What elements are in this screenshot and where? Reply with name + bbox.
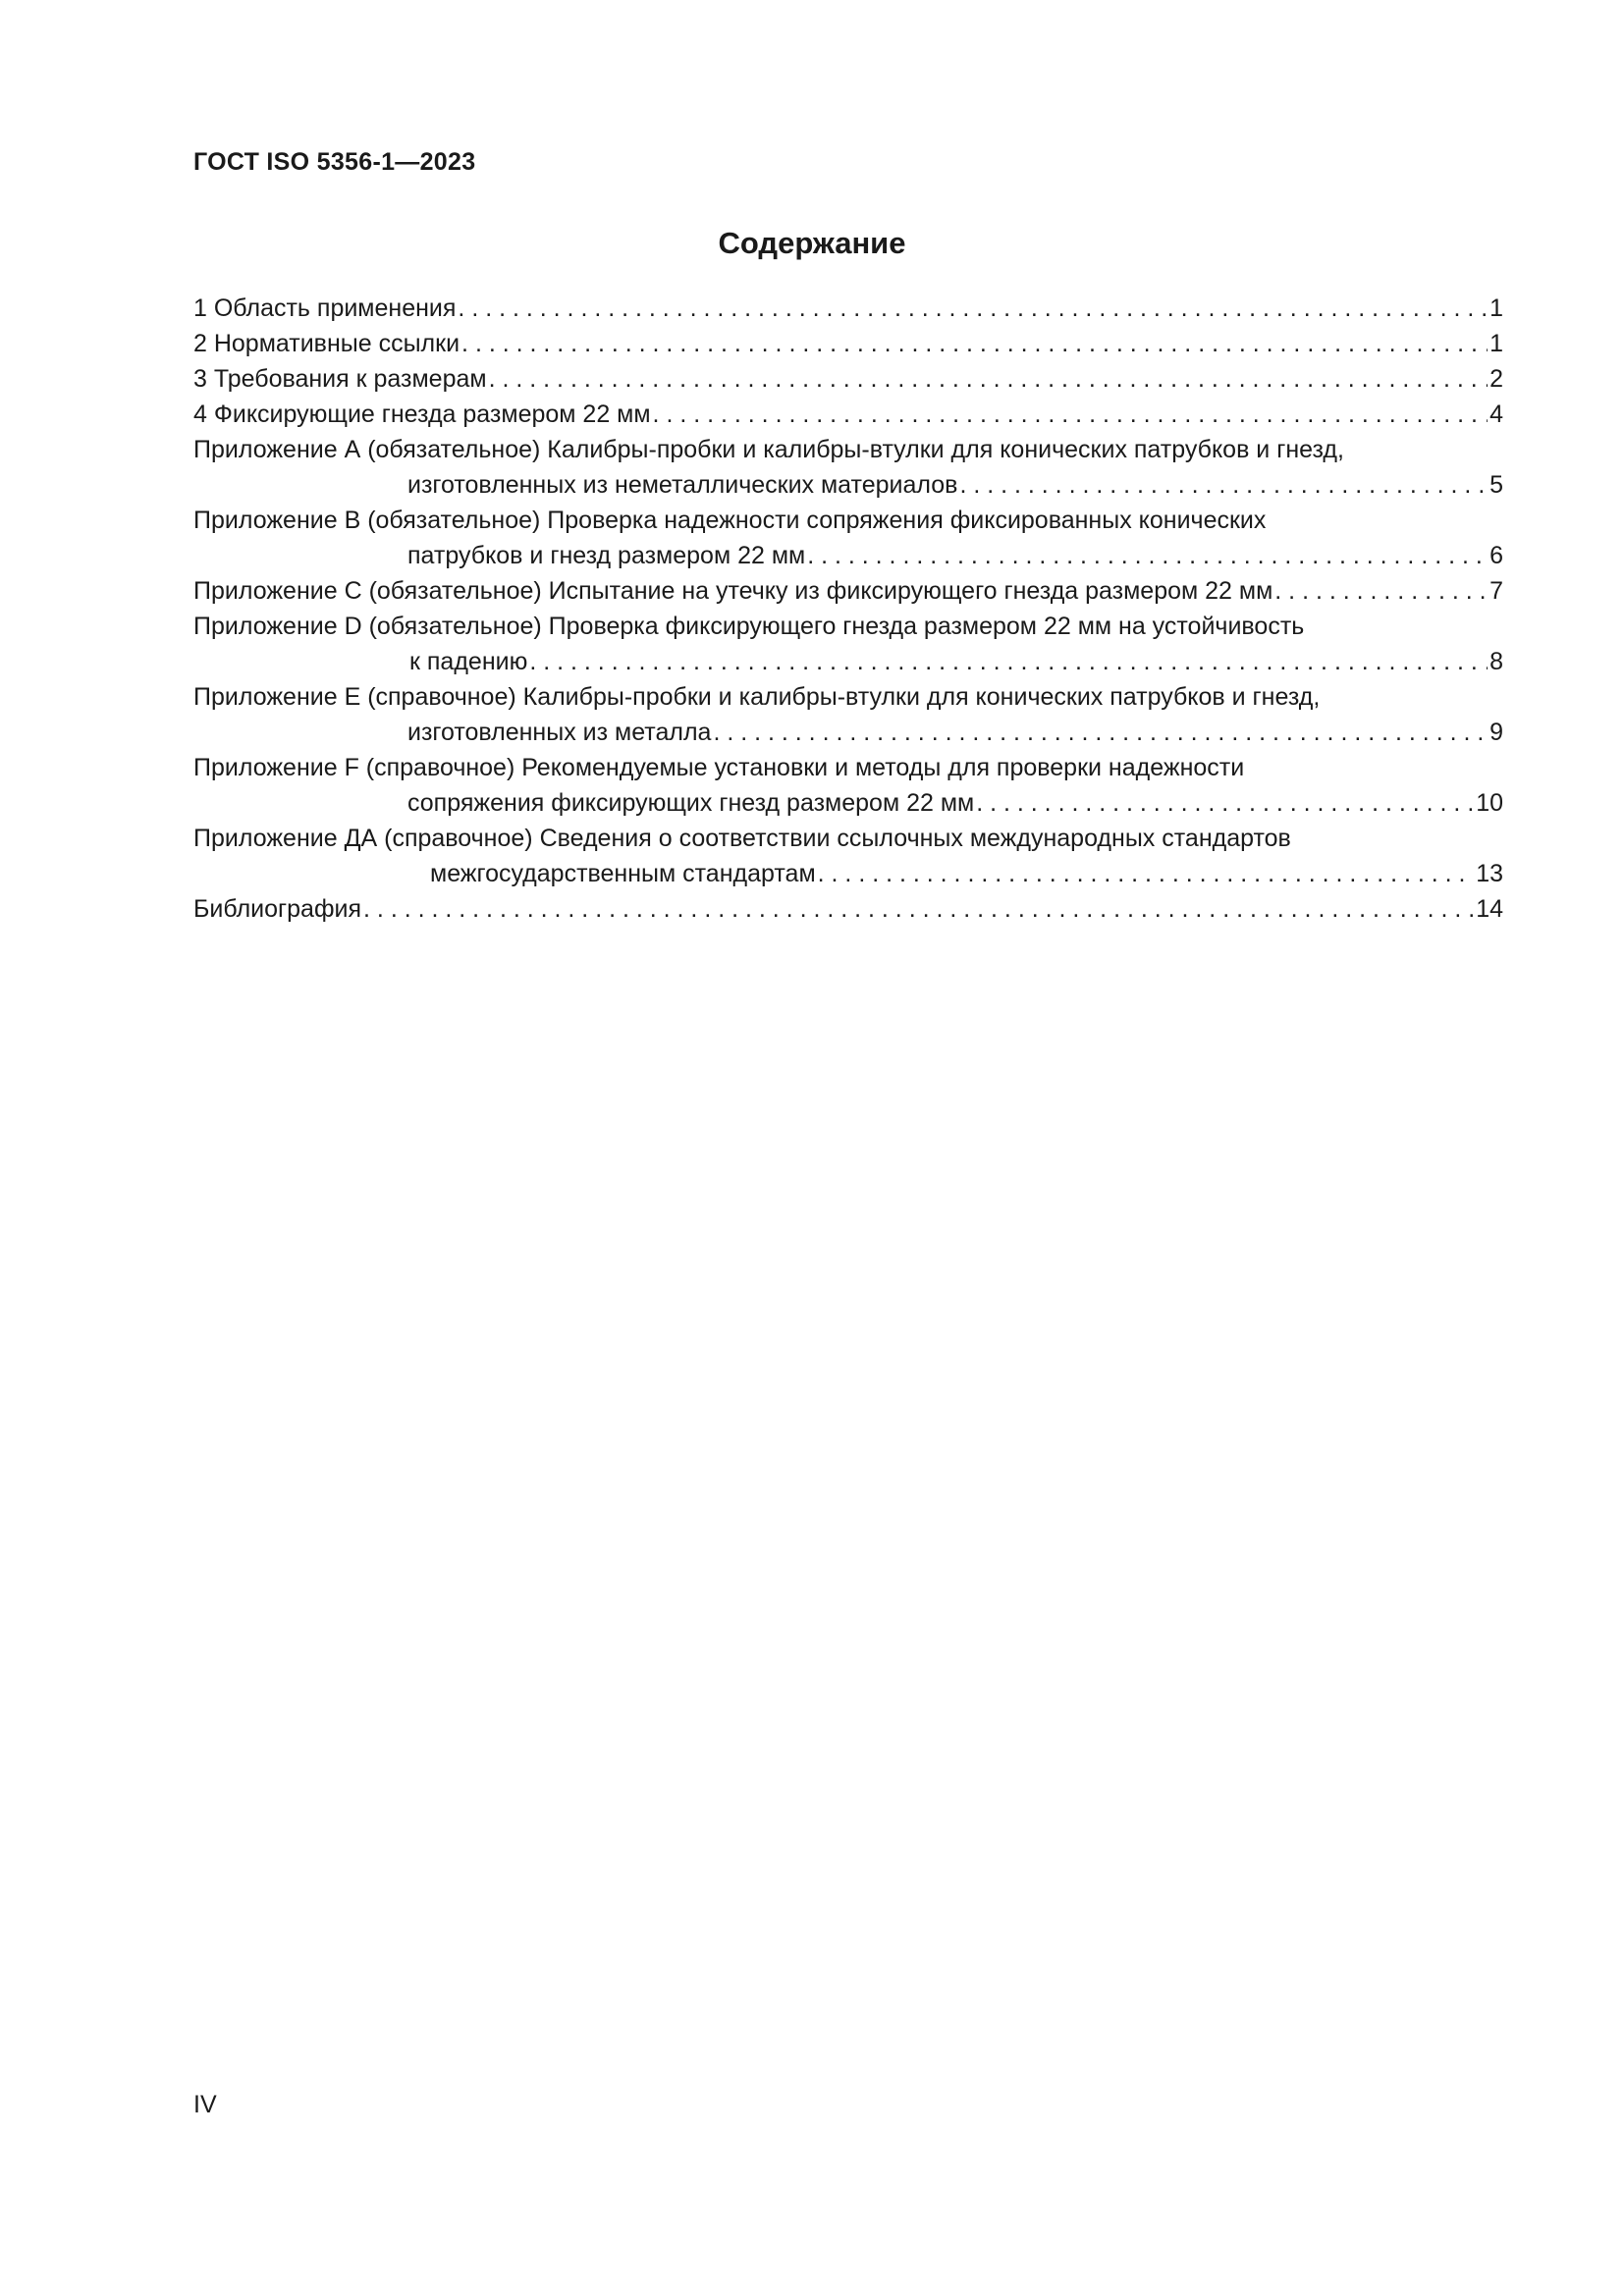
toc-entry-text: 4 Фиксирующие гнезда размером 22 мм bbox=[193, 400, 651, 428]
toc-leader-dots bbox=[713, 715, 1488, 750]
toc-leader-dots bbox=[363, 891, 1474, 927]
toc-leader-dots bbox=[818, 856, 1475, 891]
toc-entry-line bbox=[193, 503, 1503, 538]
toc-entry-page: 10 bbox=[1476, 789, 1503, 817]
toc-entry-normative-references[interactable] bbox=[193, 326, 1503, 361]
toc-entry-text: Приложение С (обязательное) Испытание на утечку из фиксирующего гнезда размером 22 мм bbox=[193, 577, 1273, 605]
toc-entry-text: Приложение ДА (справочное) Сведения о соответствии ссылочных международных стандартов bbox=[193, 825, 1291, 852]
toc-entry-text: к падению bbox=[409, 648, 528, 675]
toc-entry-bibliography[interactable] bbox=[193, 891, 1503, 927]
toc-entry-line bbox=[193, 467, 1503, 503]
toc-entry-text: 3 Требования к размерам bbox=[193, 365, 487, 393]
document-code: ГОСТ ISO 5356-1—2023 bbox=[193, 148, 476, 176]
toc-entry-line bbox=[193, 644, 1503, 679]
toc-entry-page: 6 bbox=[1489, 542, 1503, 569]
toc-leader-dots bbox=[1274, 573, 1488, 609]
toc-leader-dots bbox=[807, 538, 1488, 573]
toc-entry-page: 1 bbox=[1489, 294, 1503, 322]
toc-leader-dots bbox=[489, 361, 1489, 397]
toc-title: Содержание bbox=[718, 226, 906, 260]
toc-leader-dots bbox=[976, 785, 1474, 821]
toc-entry-line bbox=[193, 538, 1503, 573]
toc-entry-line bbox=[193, 432, 1503, 467]
toc-entry-line bbox=[193, 856, 1503, 891]
toc-entry-page: 1 bbox=[1489, 330, 1503, 357]
toc-entry-annex-b[interactable] bbox=[193, 503, 1503, 573]
toc-entry-page: 4 bbox=[1489, 400, 1503, 428]
toc-entry-annex-f[interactable] bbox=[193, 750, 1503, 821]
toc-entry-annex-e[interactable] bbox=[193, 679, 1503, 750]
toc-entry-line bbox=[193, 679, 1503, 715]
toc-entry-line bbox=[193, 750, 1503, 785]
toc-entry-text: изготовленных из неметаллических материалов bbox=[407, 471, 958, 499]
toc-entry-dimension-requirements[interactable] bbox=[193, 361, 1503, 397]
toc-entry-line bbox=[193, 785, 1503, 821]
toc-entry-line bbox=[193, 715, 1503, 750]
toc-entry-text: Приложение В (обязательное) Проверка надежности сопряжения фиксированных конических bbox=[193, 507, 1267, 534]
toc-entry-text: сопряжения фиксирующих гнезд размером 22 мм bbox=[407, 789, 975, 817]
toc-entry-text: 1 Область применения bbox=[193, 294, 457, 322]
toc-entry-annex-c[interactable] bbox=[193, 573, 1503, 609]
table-of-contents bbox=[193, 291, 1503, 927]
toc-entry-text: патрубков и гнезд размером 22 мм bbox=[407, 542, 806, 569]
toc-entry-annex-d[interactable] bbox=[193, 609, 1503, 679]
toc-entry-page: 14 bbox=[1476, 895, 1503, 923]
toc-leader-dots bbox=[653, 397, 1489, 432]
toc-entry-page: 7 bbox=[1489, 577, 1503, 605]
toc-entry-line bbox=[193, 821, 1503, 856]
toc-entry-text: Приложение F (справочное) Рекомендуемые установки и методы для проверки надежности bbox=[193, 754, 1245, 781]
toc-entry-text: межгосударственным стандартам bbox=[430, 860, 816, 887]
toc-entry-text: Приложение Е (справочное) Калибры-пробки и калибры-втулки для конических патрубков и гнезд, bbox=[193, 683, 1321, 711]
toc-entry-page: 13 bbox=[1476, 860, 1503, 887]
toc-entry-latching-sockets[interactable] bbox=[193, 397, 1503, 432]
toc-leader-dots bbox=[458, 291, 1488, 326]
toc-entry-scope[interactable] bbox=[193, 291, 1503, 326]
toc-leader-dots bbox=[959, 467, 1488, 503]
toc-entry-text: Библиография bbox=[193, 895, 362, 923]
toc-entry-page: 9 bbox=[1489, 719, 1503, 746]
toc-entry-text: изготовленных из металла bbox=[407, 719, 712, 746]
toc-entry-text: Приложение D (обязательное) Проверка фиксирующего гнезда размером 22 мм на устойчивость bbox=[193, 613, 1305, 640]
toc-entry-annex-a[interactable] bbox=[193, 432, 1503, 503]
toc-entry-page: 5 bbox=[1489, 471, 1503, 499]
toc-entry-line bbox=[193, 609, 1503, 644]
toc-entry-annex-da[interactable] bbox=[193, 821, 1503, 891]
toc-entry-text: Приложение А (обязательное) Калибры-пробки и калибры-втулки для конических патрубков и гнезд, bbox=[193, 436, 1344, 463]
toc-entry-text: 2 Нормативные ссылки bbox=[193, 330, 460, 357]
toc-leader-dots bbox=[529, 644, 1488, 679]
toc-entry-page: 8 bbox=[1489, 648, 1503, 675]
toc-leader-dots bbox=[461, 326, 1488, 361]
page-number: IV bbox=[193, 2091, 217, 2118]
toc-entry-page: 2 bbox=[1489, 365, 1503, 393]
